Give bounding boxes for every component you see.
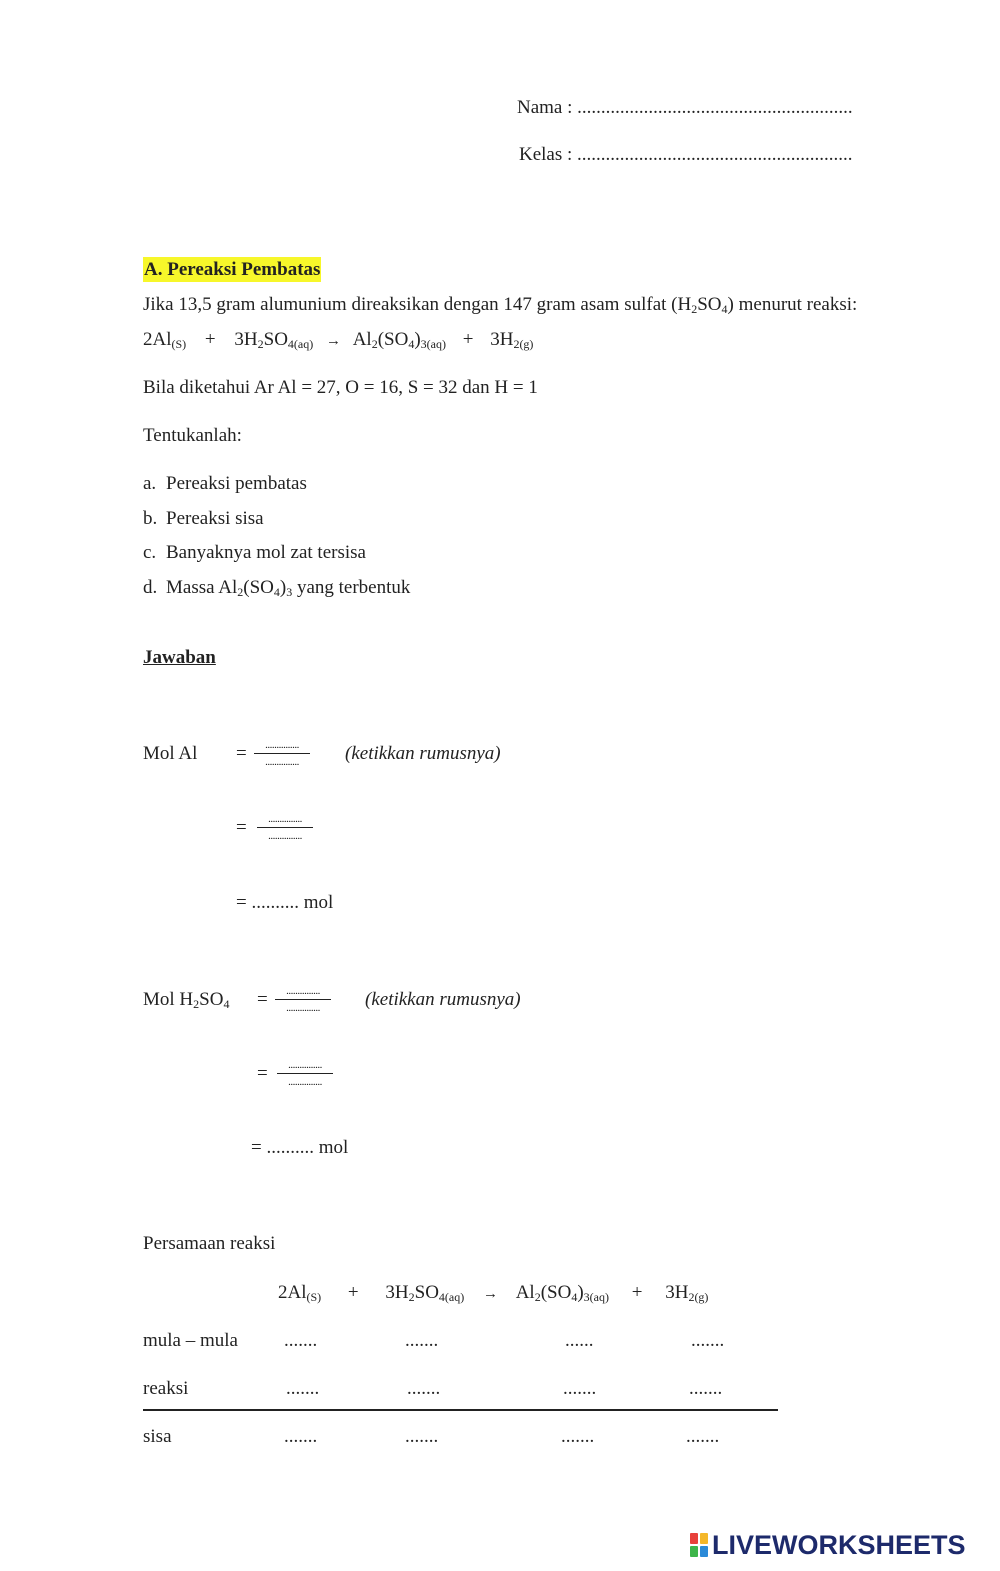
- ar-values: Bila diketahui Ar Al = 27, O = 16, S = 32 dan H = 1: [143, 377, 538, 398]
- list-item: b. Pereaksi sisa: [143, 508, 264, 529]
- blank-cell[interactable]: .......: [405, 1330, 439, 1351]
- blank-cell[interactable]: ......: [565, 1330, 594, 1351]
- numerator-blank[interactable]: ...............: [265, 739, 299, 751]
- row-label-sisa: sisa: [143, 1426, 172, 1447]
- mol-al-fraction-1[interactable]: [254, 740, 310, 768]
- blank-cell[interactable]: .......: [407, 1378, 441, 1399]
- equals-sign: =: [257, 1063, 268, 1084]
- blank-cell[interactable]: .......: [563, 1378, 597, 1399]
- equals-sign: =: [257, 989, 268, 1010]
- answer-heading: Jawaban: [143, 647, 216, 668]
- arrow-icon: →: [483, 1286, 498, 1302]
- mol-al-fraction-2[interactable]: [257, 814, 313, 842]
- row-label-mula: mula – mula: [143, 1330, 238, 1351]
- mol-h2so4-label: Mol $H_2SO_4$: [143, 989, 230, 1011]
- blank-cell[interactable]: .......: [284, 1330, 318, 1351]
- reaction-table-title: Persamaan reaksi: [143, 1233, 276, 1254]
- numerator-blank[interactable]: ...............: [268, 813, 302, 825]
- blank-cell[interactable]: .......: [286, 1378, 320, 1399]
- blank-cell[interactable]: .......: [405, 1426, 439, 1447]
- denominator-blank[interactable]: ...............: [268, 830, 302, 842]
- denominator-blank[interactable]: ...............: [288, 1076, 322, 1088]
- reaction-equation: $2Al_{(S)} + 3H_2SO_{4(aq)} \to Al_2(SO_4)_{3(aq)} + 3H_{2(g)}$: [143, 329, 534, 351]
- numerator-blank[interactable]: ...............: [286, 985, 320, 997]
- tentukan-label: Tentukanlah:: [143, 425, 242, 446]
- brand-text: LIVEWORKSHEETS: [712, 1529, 966, 1560]
- mol-al-label: Mol Al: [143, 743, 198, 764]
- formula-hint: (ketikkan rumusnya): [345, 743, 501, 764]
- mol-h2so4-fraction-2[interactable]: [277, 1060, 333, 1088]
- blank-cell[interactable]: .......: [691, 1330, 725, 1351]
- section-title: A. Pereaksi Pembatas: [144, 259, 321, 280]
- table-header-equation: $2Al_{(S)} + 3H_2SO_{4(aq)} \to Al_2(SO_4)_{3(aq)} + 3H_{2(g)}$: [278, 1282, 709, 1304]
- liveworksheets-logo-icon: [690, 1533, 708, 1557]
- mol-al-result[interactable]: = .......... mol: [236, 892, 334, 913]
- equals-sign: =: [236, 817, 247, 838]
- fraction-bar: [257, 827, 313, 828]
- name-field[interactable]: Nama : ..........................................................: [517, 97, 853, 118]
- denominator-blank[interactable]: ...............: [286, 1002, 320, 1014]
- intro-text: Jika 13,5 gram alumunium direaksikan dengan 147 gram asam sulfat $(H_2SO_4)$ menurut reaksi:: [143, 294, 858, 316]
- denominator-blank[interactable]: ...............: [265, 756, 299, 768]
- row-label-reaksi: reaksi: [143, 1378, 189, 1399]
- table-divider: [143, 1409, 778, 1411]
- fraction-bar: [254, 753, 310, 754]
- blank-cell[interactable]: .......: [561, 1426, 595, 1447]
- list-item: a. Pereaksi pembatas: [143, 473, 307, 494]
- blank-cell[interactable]: .......: [686, 1426, 720, 1447]
- logo-square: [700, 1546, 708, 1557]
- blank-cell[interactable]: .......: [284, 1426, 318, 1447]
- equals-sign: =: [236, 743, 247, 764]
- blank-cell[interactable]: .......: [689, 1378, 723, 1399]
- arrow-icon: →: [326, 333, 341, 349]
- numerator-blank[interactable]: ...............: [288, 1059, 322, 1071]
- logo-square: [690, 1546, 698, 1557]
- list-item: d. Massa $Al_2(SO_4)_3$ yang terbentuk: [143, 577, 411, 599]
- formula-hint: (ketikkan rumusnya): [365, 989, 521, 1010]
- fraction-bar: [275, 999, 331, 1000]
- logo-square: [700, 1533, 708, 1544]
- logo-square: [690, 1533, 698, 1544]
- mol-h2so4-fraction-1[interactable]: [275, 986, 331, 1014]
- class-field[interactable]: Kelas : ..........................................................: [519, 144, 853, 165]
- mol-h2so4-result[interactable]: = .......... mol: [251, 1137, 349, 1158]
- liveworksheets-logo: [690, 1530, 966, 1560]
- list-item: c. Banyaknya mol zat tersisa: [143, 542, 366, 563]
- fraction-bar: [277, 1073, 333, 1074]
